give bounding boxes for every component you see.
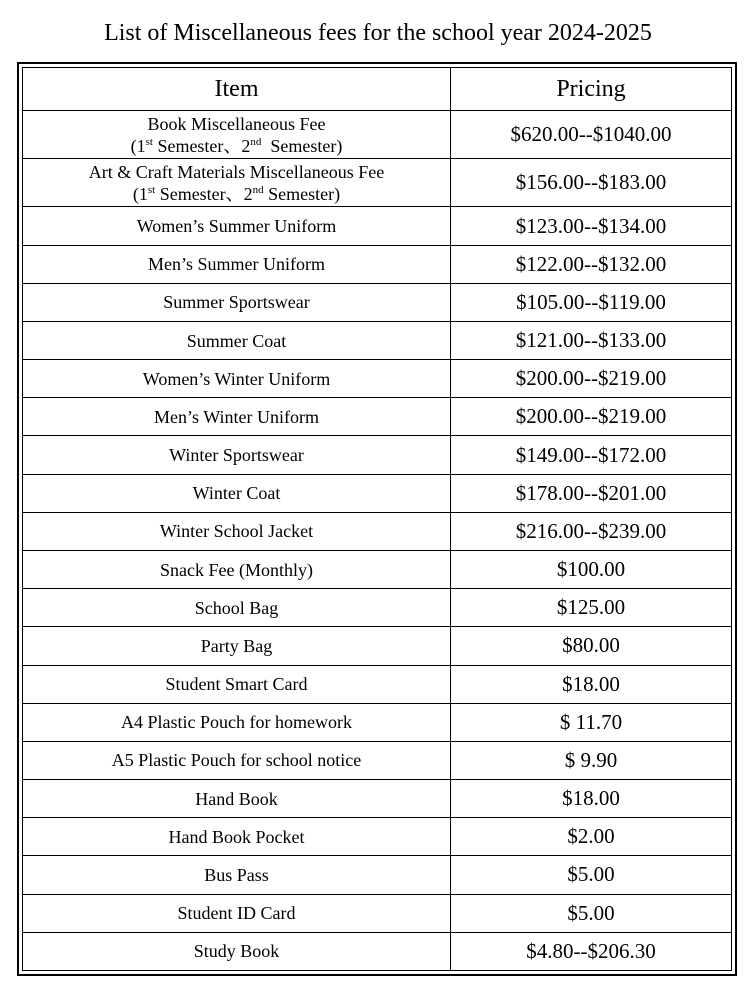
item-cell: Men’s Summer Uniform: [23, 245, 451, 283]
table-row: [23, 894, 732, 932]
price-cell: $4.80--$206.30: [451, 932, 732, 970]
item-cell: Study Book: [23, 932, 451, 970]
item-cell: [23, 159, 451, 207]
item-cell: Student ID Card: [23, 894, 451, 932]
item-cell: Men’s Winter Uniform: [23, 398, 451, 436]
table-row: [23, 474, 732, 512]
table-row: [23, 589, 732, 627]
table-row: [23, 111, 732, 159]
price-cell: $105.00--$119.00: [451, 283, 732, 321]
semester-note: (1st Semester、2nd Semester): [132, 183, 341, 204]
item-cell: Snack Fee (Monthly): [23, 550, 451, 588]
table-row: [23, 283, 732, 321]
item-cell: Bus Pass: [23, 856, 451, 894]
semester-note: (1st Semester、2nd Semester): [130, 135, 343, 156]
table-row: [23, 159, 732, 207]
price-cell: $18.00: [451, 665, 732, 703]
table-row: [23, 703, 732, 741]
price-cell: $5.00: [451, 856, 732, 894]
table-row: [23, 550, 732, 588]
item-cell: A4 Plastic Pouch for homework: [23, 703, 451, 741]
item-cell: Summer Sportswear: [23, 283, 451, 321]
price-cell: $200.00--$219.00: [451, 398, 732, 436]
table-row: [23, 207, 732, 245]
table-row: [23, 245, 732, 283]
price-cell: $122.00--$132.00: [451, 245, 732, 283]
table-row: [23, 932, 732, 970]
item-cell: Hand Book: [23, 780, 451, 818]
column-header-item: Item: [23, 68, 451, 111]
item-cell: Hand Book Pocket: [23, 818, 451, 856]
fees-table: [22, 67, 732, 971]
header-row: [23, 68, 732, 111]
table-row: [23, 436, 732, 474]
price-cell: $125.00: [451, 589, 732, 627]
item-cell: Women’s Summer Uniform: [23, 207, 451, 245]
price-cell: $123.00--$134.00: [451, 207, 732, 245]
fees-table-frame: [17, 62, 737, 976]
table-row: [23, 780, 732, 818]
price-cell: $200.00--$219.00: [451, 360, 732, 398]
price-cell: $80.00: [451, 627, 732, 665]
column-header-pricing: Pricing: [451, 68, 732, 111]
price-cell: $5.00: [451, 894, 732, 932]
item-label: Book Miscellaneous Fee: [147, 113, 326, 134]
item-cell: Student Smart Card: [23, 665, 451, 703]
table-row: [23, 818, 732, 856]
item-cell: Women’s Winter Uniform: [23, 360, 451, 398]
price-cell: $149.00--$172.00: [451, 436, 732, 474]
item-cell: Winter Sportswear: [23, 436, 451, 474]
item-cell: School Bag: [23, 589, 451, 627]
item-cell: Party Bag: [23, 627, 451, 665]
price-cell: $ 9.90: [451, 741, 732, 779]
table-row: [23, 856, 732, 894]
table-row: [23, 627, 732, 665]
table-row: [23, 665, 732, 703]
item-cell: Winter Coat: [23, 474, 451, 512]
price-cell: $18.00: [451, 780, 732, 818]
table-row: [23, 512, 732, 550]
price-cell: $2.00: [451, 818, 732, 856]
price-cell: $216.00--$239.00: [451, 512, 732, 550]
item-cell: Summer Coat: [23, 321, 451, 359]
price-cell: $620.00--$1040.00: [451, 111, 732, 159]
document-title: List of Miscellaneous fees for the school year 2024-2025: [104, 20, 652, 46]
item-cell: [23, 111, 451, 159]
price-cell: $100.00: [451, 550, 732, 588]
price-cell: $156.00--$183.00: [451, 159, 732, 207]
table-row: [23, 321, 732, 359]
item-cell: A5 Plastic Pouch for school notice: [23, 741, 451, 779]
table-row: [23, 398, 732, 436]
price-cell: $ 11.70: [451, 703, 732, 741]
item-label: Art & Craft Materials Miscellaneous Fee: [88, 161, 385, 182]
table-row: [23, 741, 732, 779]
price-cell: $121.00--$133.00: [451, 321, 732, 359]
item-cell: Winter School Jacket: [23, 512, 451, 550]
price-cell: $178.00--$201.00: [451, 474, 732, 512]
table-row: [23, 360, 732, 398]
